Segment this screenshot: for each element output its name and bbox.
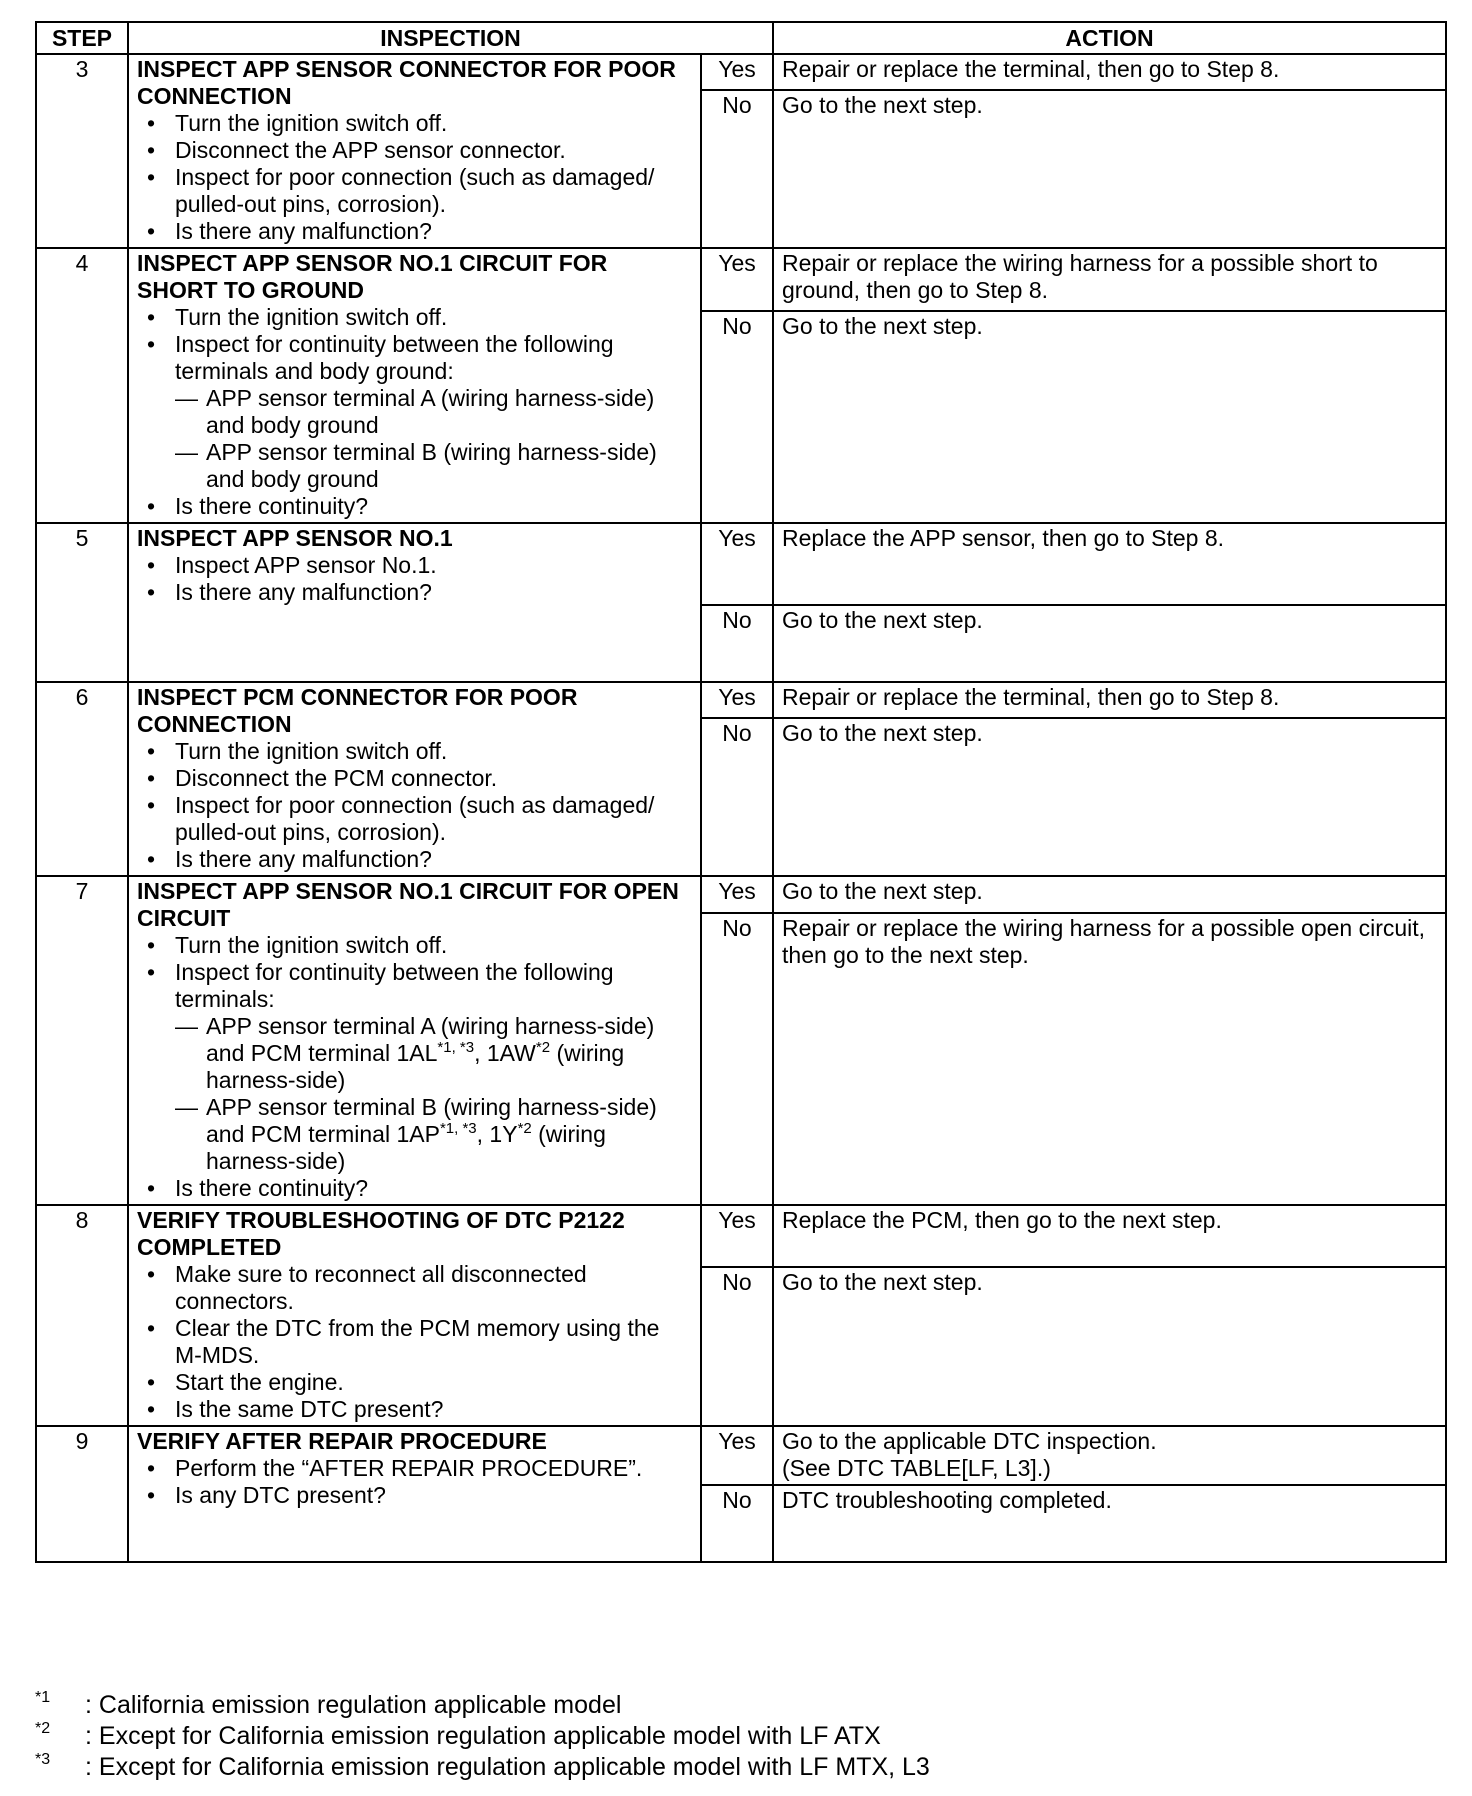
inspection-item: [137, 1369, 692, 1396]
inspection-item: [137, 304, 692, 331]
yes-action: Repair or replace the terminal, then go to Step 8.: [773, 54, 1446, 90]
footnote: [35, 1721, 930, 1752]
table-row: [36, 876, 1446, 913]
inspection-item: [137, 493, 692, 520]
inspection-item-text: Inspect for continuity between the following terminals and body ground:: [175, 331, 614, 384]
no-action: Repair or replace the wiring harness for a possible open circuit, then go to the next step.: [773, 913, 1446, 1205]
footnote-mark: *3: [35, 1751, 51, 1768]
no-label: No: [701, 605, 773, 682]
no-action: Go to the next step.: [773, 605, 1446, 682]
inspection-item: [137, 738, 692, 765]
yes-label: Yes: [701, 248, 773, 311]
inspection-list: [137, 1455, 692, 1509]
sub-item-text: APP sensor terminal B (wiring harness-side) and PCM terminal 1AP: [206, 1094, 657, 1147]
yes-action: Replace the PCM, then go to the next step.: [773, 1205, 1446, 1267]
inspection-item: [137, 1175, 692, 1202]
inspection-item: [137, 959, 692, 1175]
inspection-item-text: Clear the DTC from the PCM memory using the M-MDS.: [175, 1315, 660, 1368]
inspection-item-text: Is there any malfunction?: [175, 218, 432, 244]
sub-list: [175, 1013, 692, 1175]
sub-item: [175, 1094, 692, 1175]
inspection-cell: [128, 1426, 701, 1562]
inspection-item: [137, 1261, 692, 1315]
inspection-cell: [128, 876, 701, 1205]
yes-label: Yes: [701, 1205, 773, 1267]
yes-label: Yes: [701, 682, 773, 718]
table-row: [36, 1426, 1446, 1485]
inspection-item: [137, 137, 692, 164]
inspection-cell: [128, 248, 701, 523]
sub-item-text: APP sensor terminal B (wiring harness-side) and body ground: [206, 439, 657, 492]
table-row: [36, 682, 1446, 718]
yes-action: Go to the next step.: [773, 876, 1446, 913]
no-action: Go to the next step.: [773, 311, 1446, 523]
inspection-item: [137, 1396, 692, 1423]
sub-item-text: APP sensor terminal A (wiring harness-side) and PCM terminal 1AL: [206, 1013, 655, 1066]
yes-label: Yes: [701, 876, 773, 913]
footnote-text: : Except for California emission regulation applicable model with LF MTX, L3: [85, 1753, 930, 1781]
inspection-item-text: Is any DTC present?: [175, 1482, 386, 1508]
inspection-item-text: Inspect for poor connection (such as damaged/ pulled-out pins, corrosion).: [175, 164, 655, 217]
step-number: 5: [36, 523, 128, 682]
inspection-list: [137, 1261, 692, 1423]
step-number: 8: [36, 1205, 128, 1426]
step-number: 3: [36, 54, 128, 248]
step-number: 4: [36, 248, 128, 523]
inspection-item: [137, 164, 692, 218]
footnote: [35, 1690, 930, 1721]
sub-list: [175, 385, 692, 493]
inspection-list: [137, 738, 692, 873]
inspection-item: [137, 331, 692, 493]
inspection-item-text: Disconnect the APP sensor connector.: [175, 137, 566, 163]
inspection-item: [137, 110, 692, 137]
inspection-item-text: Disconnect the PCM connector.: [175, 765, 498, 791]
footnote-mark: *1: [35, 1689, 51, 1706]
no-action: Go to the next step.: [773, 718, 1446, 876]
no-label: No: [701, 718, 773, 876]
footnote-text: : Except for California emission regulation applicable model with LF ATX: [85, 1722, 881, 1750]
sub-item-text: (wiring harness-side): [206, 1040, 625, 1093]
no-label: No: [701, 913, 773, 1205]
inspection-item-text: Make sure to reconnect all disconnected connectors.: [175, 1261, 587, 1314]
inspection-item-text: Turn the ignition switch off.: [175, 738, 448, 764]
no-action: DTC troubleshooting completed.: [773, 1485, 1446, 1562]
yes-action: Repair or replace the wiring harness for a possible short to ground, then go to Step 8.: [773, 248, 1446, 311]
no-label: No: [701, 1267, 773, 1426]
footnote-ref: *1, *3: [437, 1039, 475, 1056]
inspection-item-text: Turn the ignition switch off.: [175, 304, 448, 330]
inspection-item: [137, 579, 692, 606]
table-body: [36, 54, 1446, 1562]
inspection-title: INSPECT APP SENSOR CONNECTOR FOR POOR CONNECTION: [137, 56, 676, 109]
inspection-item-text: Inspect for continuity between the following terminals:: [175, 959, 614, 1012]
sub-item-text: (wiring harness-side): [206, 1121, 606, 1174]
inspection-item: [137, 932, 692, 959]
footnote-ref: *2: [517, 1120, 532, 1137]
sub-item: [175, 1013, 692, 1094]
inspection-list: [137, 552, 692, 606]
step-number: 6: [36, 682, 128, 876]
footnote-text: : California emission regulation applicable model: [85, 1691, 622, 1719]
inspection-item-text: Turn the ignition switch off.: [175, 932, 448, 958]
header-action: ACTION: [773, 22, 1446, 54]
footnote-mark: *2: [35, 1720, 51, 1737]
inspection-item-text: Is there continuity?: [175, 493, 369, 519]
inspection-item: [137, 1482, 692, 1509]
inspection-cell: [128, 1205, 701, 1426]
yes-action: Replace the APP sensor, then go to Step 8.: [773, 523, 1446, 605]
inspection-item: [137, 1315, 692, 1369]
inspection-list: [137, 304, 692, 520]
footnotes: [35, 1690, 930, 1783]
inspection-item-text: Is there continuity?: [175, 1175, 369, 1201]
inspection-item: [137, 792, 692, 846]
inspection-item-text: Turn the ignition switch off.: [175, 110, 448, 136]
sub-item-text: , 1AW: [474, 1040, 536, 1066]
header-row: [36, 22, 1446, 54]
inspection-list: [137, 932, 692, 1202]
inspection-list: [137, 110, 692, 245]
inspection-item: [137, 552, 692, 579]
inspection-item: [137, 846, 692, 873]
yes-label: Yes: [701, 523, 773, 605]
header-step: STEP: [36, 22, 128, 54]
troubleshooting-table: [35, 21, 1447, 1563]
inspection-item-text: Inspect APP sensor No.1.: [175, 552, 437, 578]
inspection-cell: [128, 682, 701, 876]
inspection-item-text: Is there any malfunction?: [175, 579, 432, 605]
inspection-item: [137, 218, 692, 245]
sub-item: [175, 385, 692, 439]
inspection-item-text: Perform the “AFTER REPAIR PROCEDURE”.: [175, 1455, 643, 1481]
yes-action: Repair or replace the terminal, then go to Step 8.: [773, 682, 1446, 718]
table-row: [36, 523, 1446, 605]
yes-label: Yes: [701, 54, 773, 90]
step-number: 7: [36, 876, 128, 1205]
inspection-item-text: Is the same DTC present?: [175, 1396, 444, 1422]
inspection-title: INSPECT APP SENSOR NO.1: [137, 525, 453, 551]
sub-item: [175, 439, 692, 493]
no-label: No: [701, 311, 773, 523]
footnote-ref: *1, *3: [439, 1120, 477, 1137]
footnote: [35, 1752, 930, 1783]
inspection-title: INSPECT PCM CONNECTOR FOR POOR CONNECTION: [137, 684, 578, 737]
table-row: [36, 248, 1446, 311]
no-label: No: [701, 1485, 773, 1562]
inspection-title: VERIFY TROUBLESHOOTING OF DTC P2122 COMPLETED: [137, 1207, 625, 1260]
inspection-cell: [128, 523, 701, 682]
yes-action: Go to the applicable DTC inspection. (See DTC TABLE[LF, L3].): [773, 1426, 1446, 1485]
no-action: Go to the next step.: [773, 1267, 1446, 1426]
inspection-item-text: Inspect for poor connection (such as damaged/ pulled-out pins, corrosion).: [175, 792, 655, 845]
yes-label: Yes: [701, 1426, 773, 1485]
sub-item-text: , 1Y: [476, 1121, 518, 1147]
no-action: Go to the next step.: [773, 90, 1446, 248]
header-inspection: INSPECTION: [128, 22, 773, 54]
inspection-item: [137, 765, 692, 792]
no-label: No: [701, 90, 773, 248]
table-row: [36, 1205, 1446, 1267]
inspection-title: VERIFY AFTER REPAIR PROCEDURE: [137, 1428, 547, 1454]
inspection-item: [137, 1455, 692, 1482]
sub-item-text: APP sensor terminal A (wiring harness-side) and body ground: [206, 385, 655, 438]
inspection-item-text: Is there any malfunction?: [175, 846, 432, 872]
inspection-item-text: Start the engine.: [175, 1369, 344, 1395]
footnote-ref: *2: [535, 1039, 551, 1056]
table-row: [36, 54, 1446, 90]
inspection-cell: [128, 54, 701, 248]
step-number: 9: [36, 1426, 128, 1562]
troubleshooting-sheet: [35, 21, 1445, 1563]
inspection-title: INSPECT APP SENSOR NO.1 CIRCUIT FOR OPEN CIRCUIT: [137, 878, 679, 931]
inspection-title: INSPECT APP SENSOR NO.1 CIRCUIT FOR SHORT TO GROUND: [137, 250, 608, 303]
